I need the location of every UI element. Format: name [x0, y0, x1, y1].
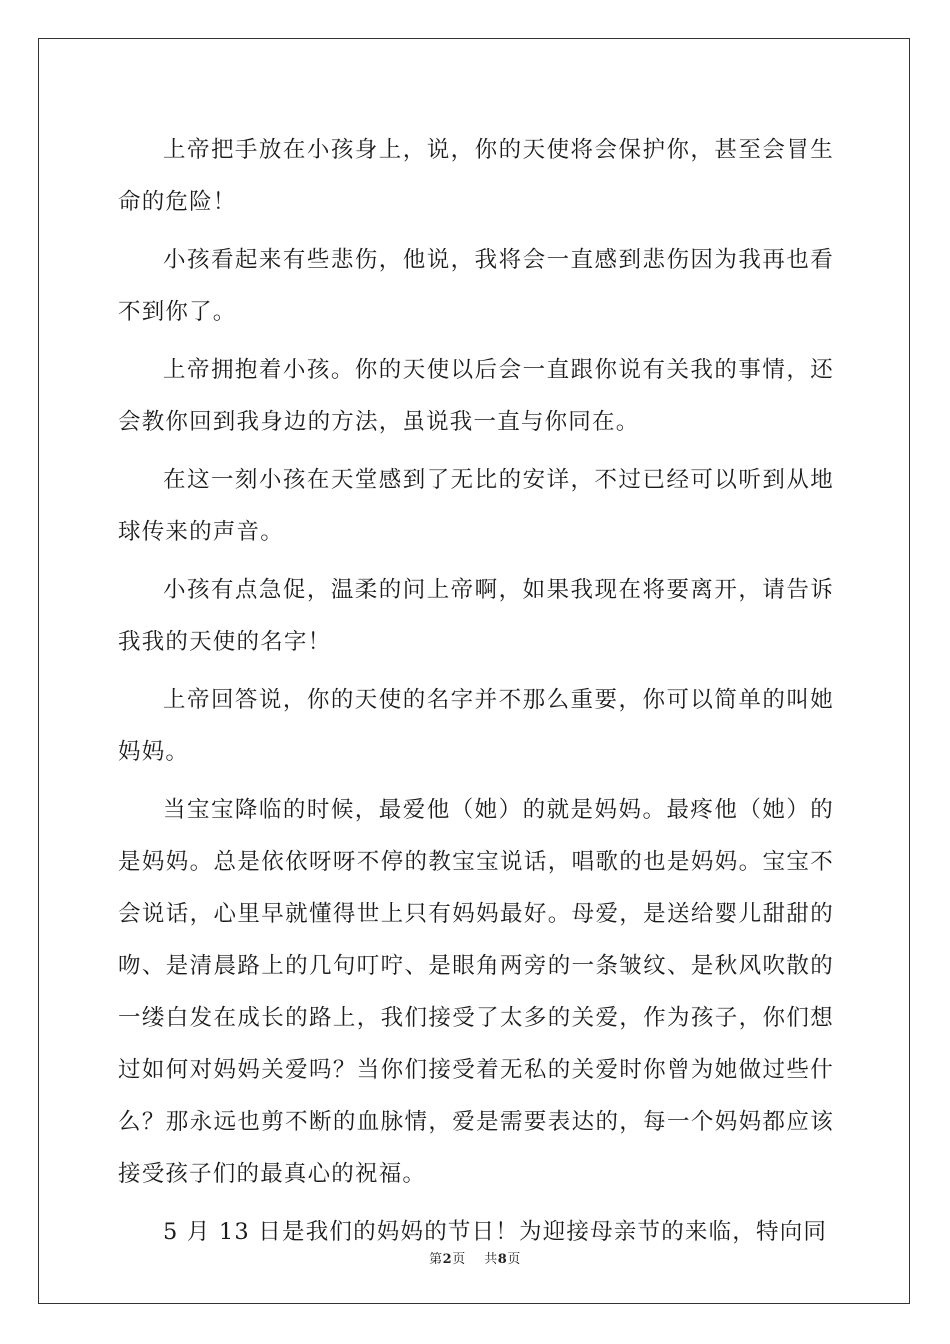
page-current: 2 [442, 1252, 453, 1267]
paragraph-6: 上帝回答说，你的天使的名字并不那么重要，你可以简单的叫她妈妈。 [118, 687, 834, 765]
paragraph-7: 当宝宝降临的时候，最爱他（她）的就是妈妈。最疼他（她）的是妈妈。总是依依呀呀不停的教宝宝说话，唱歌的也是妈妈。宝宝不会说话，心里早就懂得世上只有妈妈最好。母爱，是送给婴儿甜甜的吻、是清晨路上的几句叮咛、是眼角两旁的一条皱纹、是秋风吹散的一缕白发在成长的路上，我们接受了太多的关爱，作为孩子，你们想过如何对妈妈关爱吗？当你们接受着无私的关爱时你曾为她做过些什么？那永远也剪不断的血脉情，爱是需要表达的，每一个妈妈都应该接受孩子们的最真心的祝福。 [118, 797, 834, 1187]
page-total: 8 [497, 1252, 508, 1267]
paragraph-5: 小孩有点急促，温柔的问上帝啊，如果我现在将要离开，请告诉我我的天使的名字！ [118, 577, 834, 655]
paragraph-1: 上帝把手放在小孩身上，说，你的天使将会保护你，甚至会冒生命的危险！ [118, 137, 834, 215]
page-footer [0, 1248, 950, 1267]
page-prefix: 第 [429, 1252, 443, 1267]
paragraph-4: 在这一刻小孩在天堂感到了无比的安详，不过已经可以听到从地球传来的声音。 [118, 467, 834, 545]
page-unit: 页 [452, 1252, 466, 1267]
total-unit: 页 [507, 1252, 521, 1267]
paragraph-2: 小孩看起来有些悲伤，他说，我将会一直感到悲伤因为我再也看不到你了。 [118, 247, 834, 325]
total-prefix: 共 [484, 1252, 498, 1267]
document-body [118, 124, 834, 1264]
paragraph-8: 5 月 13 日是我们的妈妈的节日！为迎接母亲节的来临，特向同 [163, 1219, 828, 1245]
paragraph-3: 上帝拥抱着小孩。你的天使以后会一直跟你说有关我的事情，还会教你回到我身边的方法，虽说我一直与你同在。 [118, 357, 834, 435]
